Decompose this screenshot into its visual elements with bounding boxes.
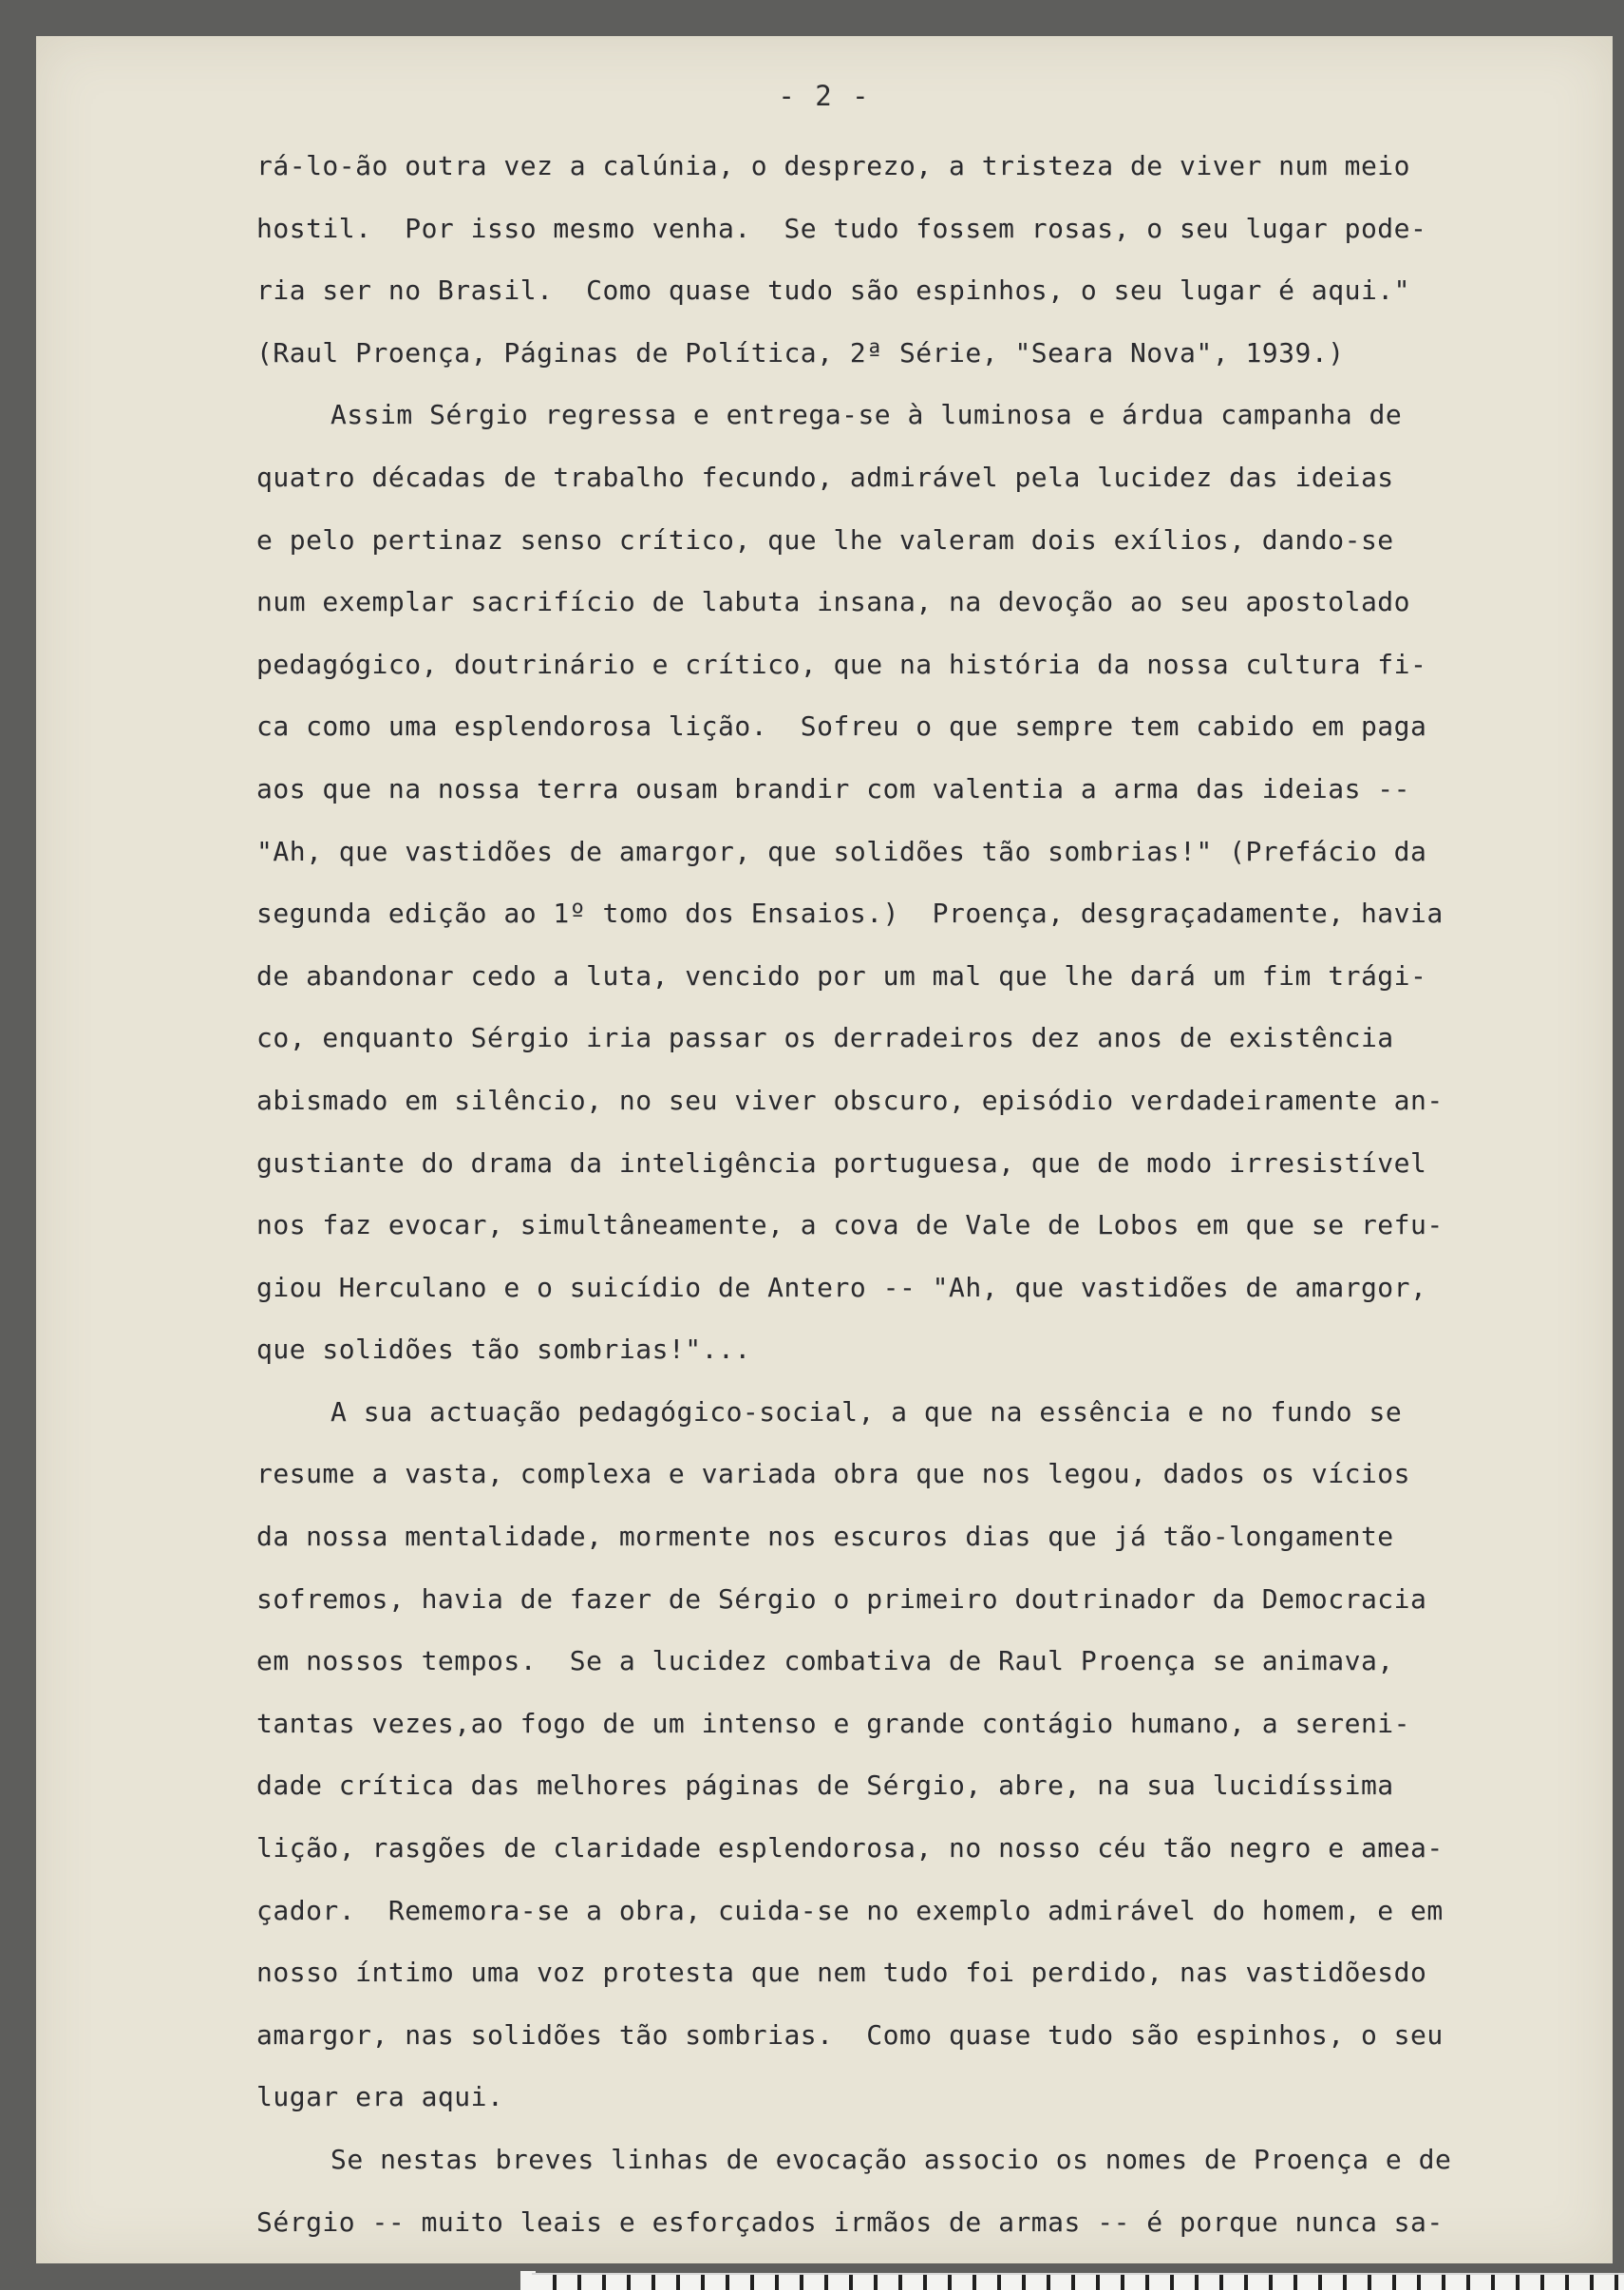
text-line: pedagógico, doutrinário e crítico, que na história da nossa cultura fi- xyxy=(256,648,1427,680)
text-line: sofremos, havia de fazer de Sérgio o primeiro doutrinador da Democracia xyxy=(256,1582,1427,1615)
text-line: gustiante do drama da inteligência portuguesa, que de modo irresistível xyxy=(256,1146,1427,1179)
text-line: dade crítica das melhores páginas de Sérgio, abre, na sua lucidíssima xyxy=(256,1770,1394,1802)
text-line: da nossa mentalidade, mormente nos escuros dias que já tão-longamente xyxy=(256,1521,1394,1553)
body-text xyxy=(256,135,1605,2253)
text-line: giou Herculano e o suicídio de Antero -- "Ah, que vastidões de amargor, xyxy=(256,1271,1427,1303)
text-line: e pelo pertinaz senso crítico, que lhe valeram dois exílios, dando-se xyxy=(256,523,1394,556)
text-line: lugar era aqui. xyxy=(256,2081,504,2113)
text-line: ria ser no Brasil. Como quase tudo são espinhos, o seu lugar é aqui." xyxy=(256,274,1411,307)
text-line: em nossos tempos. Se a lucidez combativa de Raul Proença se animava, xyxy=(256,1645,1394,1677)
document-page xyxy=(36,36,1613,2263)
text-line: de abandonar cedo a luta, vencido por um mal que lhe dará um fim trági- xyxy=(256,959,1427,992)
text-line: que solidões tão sombrias!"... xyxy=(256,1334,751,1366)
text-line: nosso íntimo uma voz protesta que nem tudo foi perdido, nas vastidõesdo xyxy=(256,1957,1427,1989)
text-line: Sérgio -- muito leais e esforçados irmãos de armas -- é porque nunca sa- xyxy=(256,2205,1444,2238)
text-line: co, enquanto Sérgio iria passar os derradeiros dez anos de existência xyxy=(256,1022,1394,1054)
text-line: resume a vasta, complexa e variada obra que nos legou, dados os vícios xyxy=(256,1458,1411,1490)
text-line: nos faz evocar, simultâneamente, a cova de Vale de Lobos em que se refu- xyxy=(256,1209,1444,1241)
text-line: hostil. Por isso mesmo venha. Se tudo fossem rosas, o seu lugar pode- xyxy=(256,212,1427,244)
text-line: lição, rasgões de claridade esplendorosa, no nosso céu tão negro e amea- xyxy=(256,1832,1444,1864)
text-line: tantas vezes,ao fogo de um intenso e grande contágio humano, a sereni- xyxy=(256,1707,1411,1739)
text-line: Se nestas breves linhas de evocação associo os nomes de Proença e de xyxy=(330,2144,1452,2175)
text-line: amargor, nas solidões tão sombrias. Como quase tudo são espinhos, o seu xyxy=(256,2018,1444,2051)
text-line: rá-lo-ão outra vez a calúnia, o desprezo, a tristeza de viver num meio xyxy=(256,150,1411,181)
page-number: - 2 - xyxy=(778,80,871,112)
text-line: (Raul Proença, Páginas de Política, 2ª Série, "Seara Nova", 1939.) xyxy=(256,336,1345,369)
text-line: ca como uma esplendorosa lição. Sofreu o que sempre tem cabido em paga xyxy=(256,710,1427,743)
text-line: çador. Rememora-se a obra, cuida-se no exemplo admirável do homem, e em xyxy=(256,1894,1444,1926)
text-line: Assim Sérgio regressa e entrega-se à luminosa e árdua campanha de xyxy=(330,399,1403,431)
text-line: aos que na nossa terra ousam brandir com valentia a arma das ideias -- xyxy=(256,772,1411,804)
text-line: A sua actuação pedagógico-social, a que na essência e no fundo se xyxy=(330,1395,1403,1428)
text-line: quatro décadas de trabalho fecundo, admirável pela lucidez das ideias xyxy=(256,461,1394,493)
scale-ruler xyxy=(532,2273,1624,2290)
text-line: num exemplar sacrifício de labuta insana, na devoção ao seu apostolado xyxy=(256,586,1411,618)
text-line: segunda edição ao 1º tomo dos Ensaios.) Proença, desgraçadamente, havia xyxy=(256,898,1444,930)
text-line: abismado em silêncio, no seu viver obscuro, episódio verdadeiramente an- xyxy=(256,1084,1444,1116)
text-line: "Ah, que vastidões de amargor, que solidões tão sombrias!" (Prefácio da xyxy=(256,835,1427,867)
